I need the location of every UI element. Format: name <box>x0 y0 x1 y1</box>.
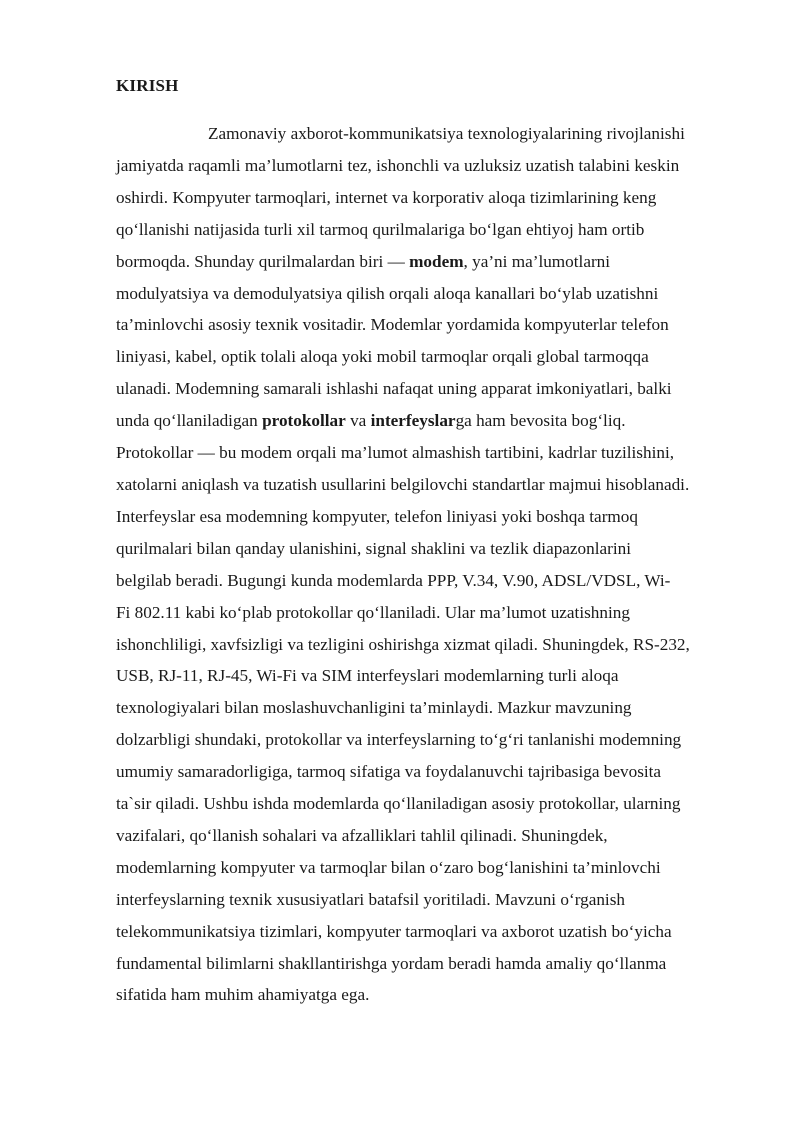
paragraph-line: telekommunikatsiya tizimlari, kompyuter tarmoqlari va axborot uzatish bo‘yicha <box>116 921 672 941</box>
paragraph-line: Protokollar — bu modem orqali ma’lumot almashish tartibini, kadrlar tuzilishini, <box>116 443 675 463</box>
paragraph-line: fundamental bilimlarni shakllantirishga yordam beradi hamda amaliy qo‘llanma <box>116 953 667 973</box>
paragraph-line: bormoqda. Shunday qurilmalardan biri — modem, ya’ni ma’lumotlarni <box>116 251 611 271</box>
paragraph-line: Zamonaviy axborot-kommunikatsiya texnologiyalarining rivojlanishi <box>208 124 685 143</box>
body-paragraph <box>116 118 734 1011</box>
paragraph-line: qurilmalari bilan qanday ulanishini, signal shaklini va tezlik diapazonlarini <box>116 538 632 558</box>
section-heading: KIRISH <box>116 76 179 95</box>
paragraph-line: modemlarning kompyuter va tarmoqlar bilan o‘zaro bog‘lanishini ta’minlovchi <box>116 857 661 877</box>
paragraph-line: qo‘llanishi natijasida turli xil tarmoq qurilmalariga bo‘lgan ehtiyoj ham ortib <box>116 219 645 239</box>
paragraph-line: oshirdi. Kompyuter tarmoqlari, internet va korporativ aloqa tizimlarining keng <box>116 187 657 207</box>
paragraph-line: texnologiyalari bilan moslashuvchanligini ta’minlaydi. Mazkur mavzuning <box>116 698 632 718</box>
paragraph-line: dolzarbligi shundaki, protokollar va interfeyslarning to‘g‘ri tanlanishi modemning <box>116 730 682 750</box>
paragraph-line: unda qo‘llaniladigan protokollar va interfeyslarga ham bevosita bog‘liq. <box>116 411 626 431</box>
paragraph-line: Interfeyslar esa modemning kompyuter, telefon liniyasi yoki boshqa tarmoq <box>116 506 638 526</box>
paragraph-line: belgilab beradi. Bugungi kunda modemlarda PPP, V.34, V.90, ADSL/VDSL, Wi- <box>116 570 671 590</box>
paragraph-line: ulanadi. Modemning samarali ishlashi nafaqat uning apparat imkoniyatlari, balki <box>116 379 672 399</box>
paragraph-line: ta`sir qiladi. Ushbu ishda modemlarda qo‘llaniladigan asosiy protokollar, ularning <box>116 794 681 814</box>
paragraph-line: vazifalari, qo‘llanish sohalari va afzalliklari tahlil qilinadi. Shuningdek, <box>116 825 608 845</box>
paragraph-line: sifatida ham muhim ahamiyatga ega. <box>116 985 370 1005</box>
bold-term-interfeyslar: interfeyslar <box>370 411 456 431</box>
paragraph-line: xatolarni aniqlash va tuzatish usullarini belgilovchi standartlar majmui hisoblanadi. <box>116 474 690 494</box>
paragraph-line: modulyatsiya va demodulyatsiya qilish orqali aloqa kanallari bo‘ylab uzatishni <box>116 283 659 303</box>
paragraph-line: umumiy samaradorligiga, tarmoq sifatiga va foydalanuvchi tajribasiga bevosita <box>116 762 662 782</box>
paragraph-line: Fi 802.11 kabi ko‘plab protokollar qo‘llaniladi. Ular ma’lumot uzatishning <box>116 602 630 622</box>
paragraph-line: liniyasi, kabel, optik tolali aloqa yoki mobil tarmoqlar orqali global tarmoqqa <box>116 347 649 367</box>
paragraph-line: interfeyslarning texnik xususiyatlari batafsil yoritiladi. Mavzuni o‘rganish <box>116 889 625 909</box>
paragraph-line: jamiyatda raqamli ma’lumotlarni tez, ishonchli va uzluksiz uzatish talabini keskin <box>116 155 680 175</box>
paragraph-line: USB, RJ-11, RJ-45, Wi-Fi va SIM interfeyslari modemlarning turli aloqa <box>116 666 619 686</box>
paragraph-line: ishonchliligi, xavfsizligi va tezligini oshirishga xizmat qiladi. Shuningdek, RS-232, <box>116 634 690 654</box>
bold-term-protokollar: protokollar <box>262 411 346 431</box>
bold-term-modem: modem <box>409 251 464 271</box>
paragraph-line: ta’minlovchi asosiy texnik vositadir. Modemlar yordamida kompyuterlar telefon <box>116 315 669 335</box>
